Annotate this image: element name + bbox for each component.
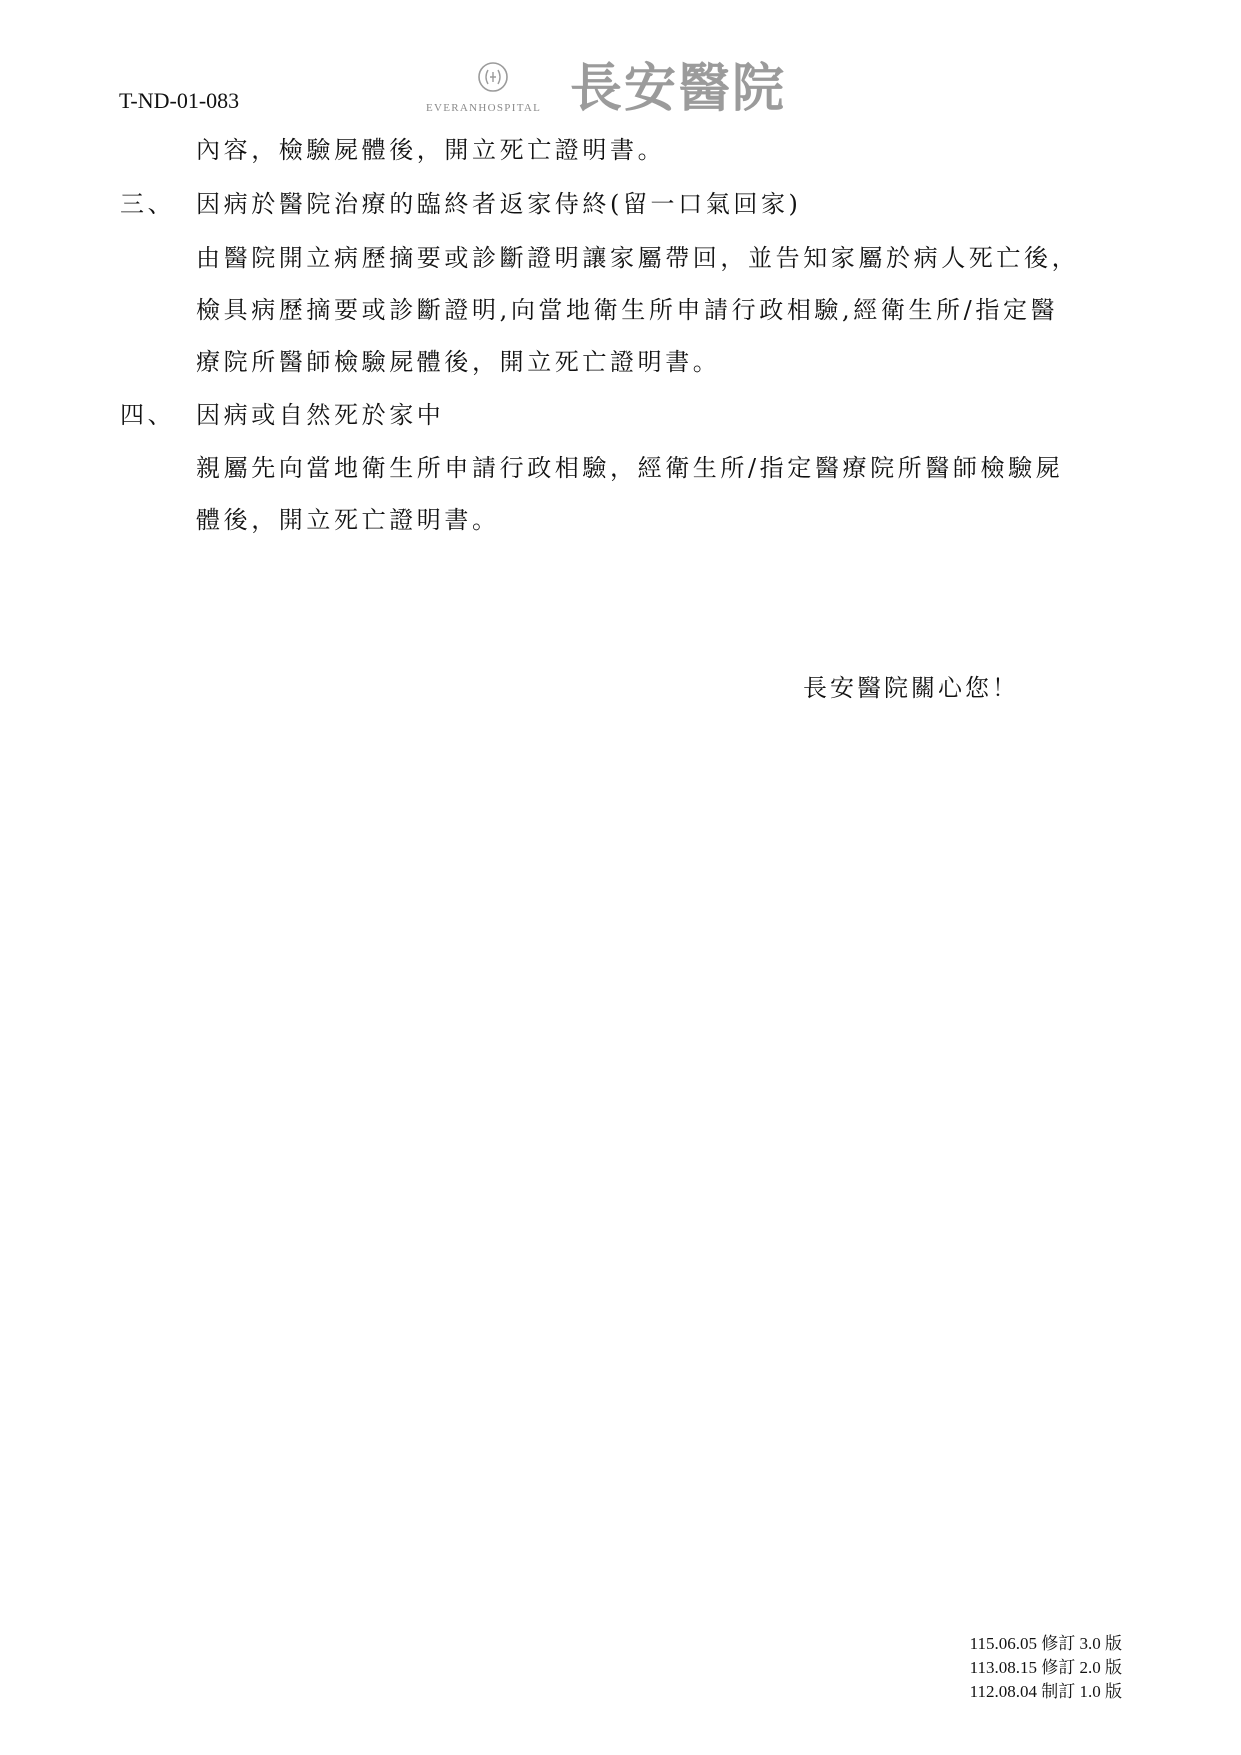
section-3-line: 檢具病歷摘要或診斷證明,向當地衛生所申請行政相驗,經衛生所/指定醫 xyxy=(196,296,1059,324)
revision-entry: 112.08.04 制訂 1.0 版 xyxy=(969,1682,1122,1701)
revision-entry: 115.06.05 修訂 3.0 版 xyxy=(969,1634,1122,1653)
section-4-line: 親屬先向當地衛生所申請行政相驗，經衛生所/指定醫療院所醫師檢驗屍 xyxy=(196,454,1064,482)
revision-entry: 113.08.15 修訂 2.0 版 xyxy=(969,1658,1122,1677)
section-4-number: 四、 xyxy=(120,401,176,429)
section-3-heading: 因病於醫院治療的臨終者返家侍終(留一口氣回家) xyxy=(196,190,802,218)
section-3-number: 三、 xyxy=(120,190,176,218)
logo-english-name: EVERANHOSPITAL xyxy=(426,102,542,114)
closing-message: 長安醫院關心您！ xyxy=(803,674,1019,702)
section-4-line: 體後，開立死亡證明書。 xyxy=(196,506,500,534)
hospital-logo xyxy=(426,58,846,120)
section-4-heading: 因病或自然死於家中 xyxy=(196,401,445,429)
intro-line: 內容，檢驗屍體後，開立死亡證明書。 xyxy=(196,136,666,164)
hospital-emblem-icon xyxy=(476,60,510,94)
section-3-line: 由醫院開立病歷摘要或診斷證明讓家屬帶回，並告知家屬於病人死亡後， xyxy=(196,244,1080,272)
document-code: T-ND-01-083 xyxy=(119,88,240,113)
revision-history xyxy=(970,1632,1122,1704)
logo-chinese-name: 長安醫院 xyxy=(570,59,787,119)
section-3-line: 療院所醫師檢驗屍體後，開立死亡證明書。 xyxy=(196,348,721,376)
